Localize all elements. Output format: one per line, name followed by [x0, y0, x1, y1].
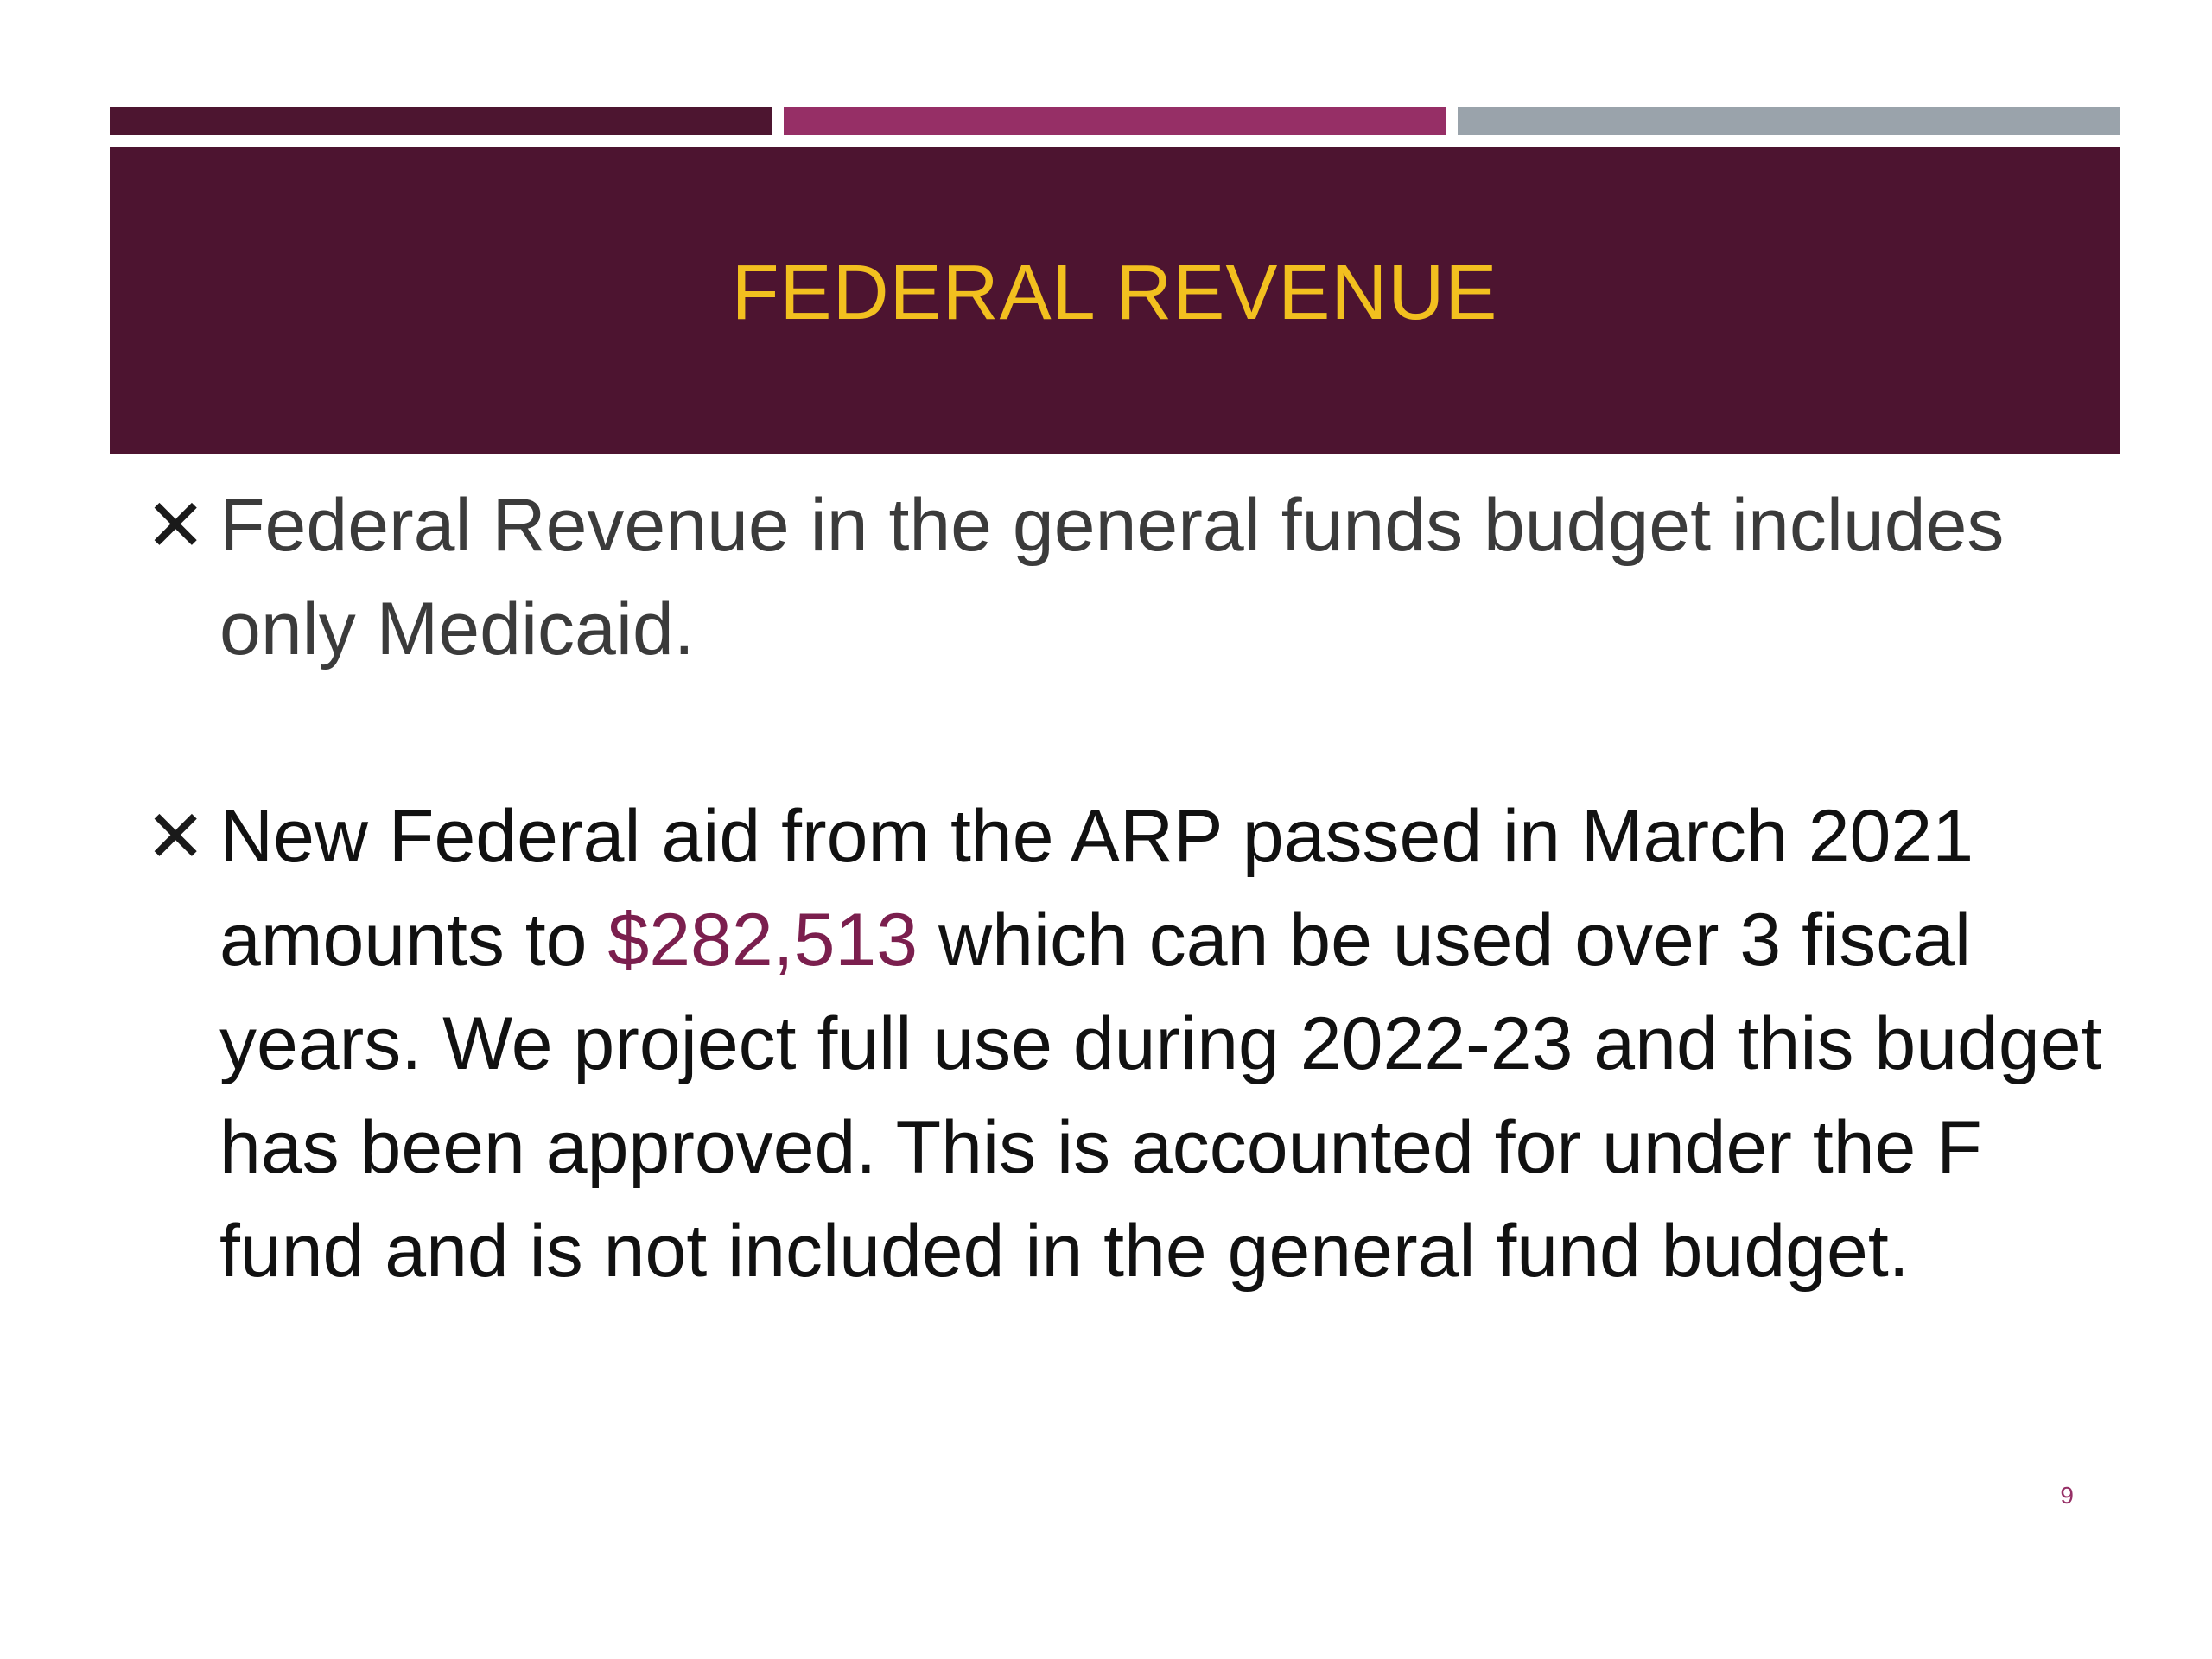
accent-bar-gray	[1458, 107, 2120, 135]
bullet-text-after: which can be used over 3 fiscal years. We project full use during 2022-23 and this budget has been approved. This is accounted for under the F fund and is not included in the general fund budget.	[219, 899, 2102, 1293]
title-banner	[110, 147, 2120, 454]
bullet-item-medicaid	[145, 474, 2124, 681]
x-bullet-icon: ✕	[145, 794, 207, 879]
bullet-item-arp-aid	[145, 785, 2124, 1303]
bullet-text	[219, 785, 2124, 1303]
x-bullet-icon: ✕	[145, 483, 207, 568]
aid-amount: $282,513	[607, 899, 918, 982]
page-number: 9	[2060, 1482, 2074, 1509]
bullet-text: Federal Revenue in the general funds budget includes only Medicaid.	[219, 484, 2005, 671]
accent-bar-dark	[110, 107, 772, 135]
accent-bar-magenta	[784, 107, 1446, 135]
slide-title: FEDERAL REVENUE	[731, 250, 1498, 336]
bullet-text-before: New Federal aid from the ARP passed in March 2021 amounts to	[219, 795, 1974, 982]
